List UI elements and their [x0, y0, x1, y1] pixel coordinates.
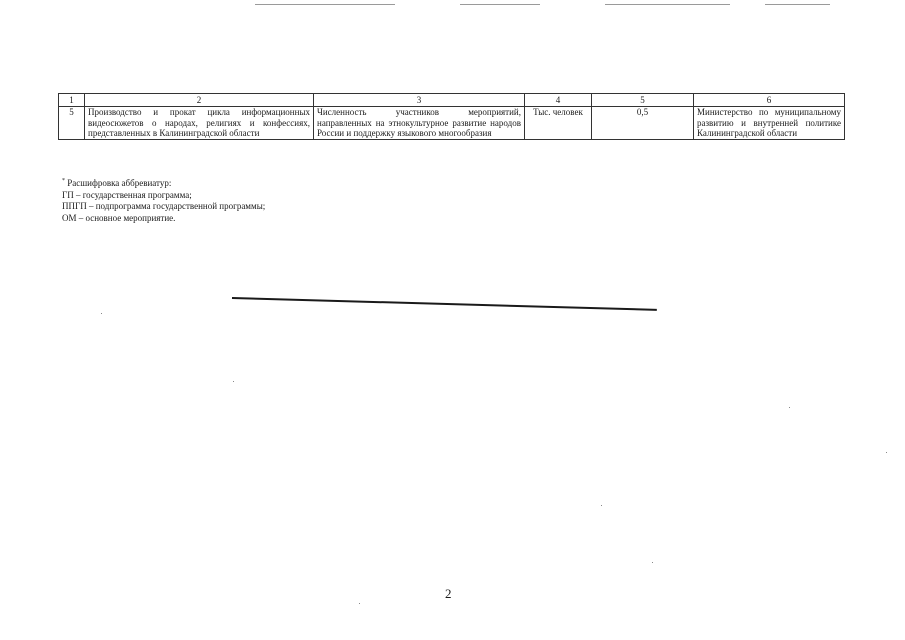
footnote-title: * Расшифровка аббревиатур: [62, 178, 172, 188]
scan-artifact [605, 4, 730, 5]
scan-speck [601, 505, 602, 506]
unit-cell: Тыс. человек [525, 107, 592, 140]
indicator-cell: Численность участников мероприятий, направленных на этнокультурное развитие народов России и поддержку языкового многообразия [314, 107, 525, 140]
column-number-6: 6 [694, 94, 845, 107]
end-of-document-line [232, 297, 657, 311]
footnote-line: ППГП – подпрограмма государственной программы; [62, 201, 266, 211]
scan-speck [359, 603, 360, 604]
table-header-row [59, 94, 845, 107]
table-row [59, 107, 845, 140]
column-number-3: 3 [314, 94, 525, 107]
scan-artifact [765, 4, 830, 5]
value-cell: 0,5 [592, 107, 694, 140]
footnote-line: ОМ – основное мероприятие. [62, 212, 176, 223]
scan-speck [886, 452, 887, 453]
footnote-line: ГП – государственная программа; [62, 189, 192, 200]
row-number-cell: 5 [59, 107, 85, 140]
scan-artifact [460, 4, 540, 5]
scan-speck [101, 313, 102, 314]
column-number-4: 4 [525, 94, 592, 107]
footnote-block [62, 176, 265, 224]
program-table [58, 93, 845, 140]
executor-cell: Министерство по муниципальному развитию и внутренней политике Калининградской области [694, 107, 845, 140]
page-number: 2 [445, 586, 452, 601]
scan-speck [233, 381, 234, 382]
column-number-2: 2 [85, 94, 314, 107]
scan-speck [652, 562, 653, 563]
column-number-1: 1 [59, 94, 85, 107]
footnote-marker: * [62, 178, 65, 184]
scan-artifact [255, 4, 395, 5]
event-cell: Производство и прокат цикла информационных видеосюжетов о народах, религиях и конфессиях, представленных в Калининградской области [85, 107, 314, 140]
scan-speck [789, 407, 790, 408]
column-number-5: 5 [592, 94, 694, 107]
